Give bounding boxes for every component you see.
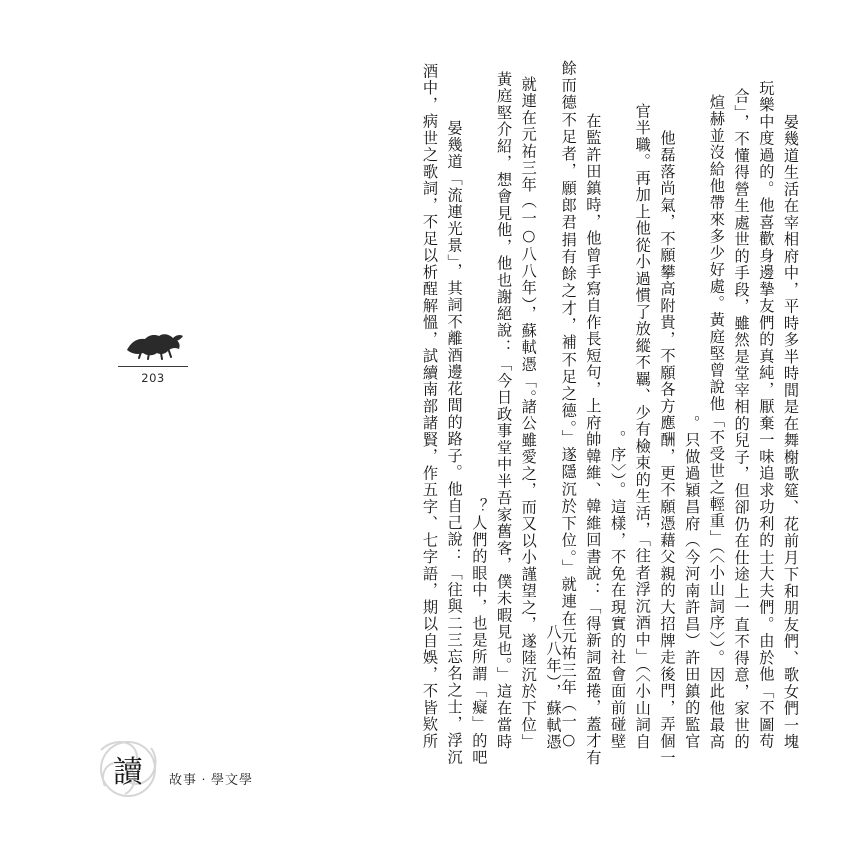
text-column: 酒中，病世之歌詞，不足以析酲解慍，試續南部諸賢，作五字、七字語，期以自娛，不皆欵所 [420, 63, 439, 750]
page-marker [108, 330, 198, 385]
reading-seal-icon [95, 736, 161, 802]
text-column: 煊赫並沒給他帶來多少好處。黃庭堅曾說他「不受世之輕重」（〈小山詞序〉）。因此他最高 [707, 93, 726, 750]
text-column: 玩樂中度過的。他喜歡身邊摯友們的真純，厭棄一味追求功利的士大夫們。由於他「不圖苟 [757, 80, 776, 750]
text-column: 晏幾道生活在宰相府中，平時多半時間是在舞榭歌筵、花前月下和朋友們、歌女們一塊 [782, 113, 800, 750]
text-column: 黃庭堅介紹，想會見他，他也謝絕說：「今日政事堂中半吾家舊客，僕未暇見也。」這在當時 [495, 70, 514, 750]
seal-glyph: 讀 [113, 755, 143, 790]
text-column: 合」，不懂得營生處世的手段，雖然是堂宰相的兒子，但卻仍在仕途上一直不得意，家世的 [732, 87, 751, 750]
text-column: 餘而德不足者，願郎君捐有餘之才，補不足之德。」遂隱沉於下位。」就連在元祐三年（一○八八年），蘇軾憑 [544, 60, 578, 750]
footer-branding [95, 736, 253, 802]
text-column: 晏幾道「流連光景」，其詞不離酒邊花間的路子。他自己說：「往與二三忘名之士，浮沉 [445, 120, 464, 766]
text-column: 他磊落尚氣，不願攀高附貴，不願各方應酬，更不願憑藉父親的大招牌走後門，弄個一 [658, 129, 677, 766]
vertical-text-body [238, 60, 800, 766]
text-column: 「諸公雖愛之，而又以小謹望之，遂陸沉於下位。」就連在元祐三年（一○八八年），蘇軾憑 [519, 75, 538, 750]
text-column: 官半職。再加上他從小過慣了放縱不羈、少有檢束的生活，「往者浮沉酒中」（〈小山詞自 [633, 102, 652, 750]
footer-label: 故事‧學文學 [169, 773, 254, 788]
text-column: 只做過穎昌府（今河南許昌）許田鎮的監官。 [683, 415, 702, 750]
text-column: 序〉）。這樣，不免在現實的社會面前碰壁。 [609, 430, 628, 750]
marker-divider [118, 366, 188, 367]
text-column: 在監許田鎮時，他曾手寫自作長短句，上府帥韓維、韓維回書說：「得新詞盈捲，蓋才有 [584, 112, 603, 766]
page-number: 203 [141, 371, 165, 385]
text-column: 人們的眼中，也是所謂「癡」的吧？ [470, 498, 489, 766]
horse-ornament-icon [121, 330, 185, 360]
